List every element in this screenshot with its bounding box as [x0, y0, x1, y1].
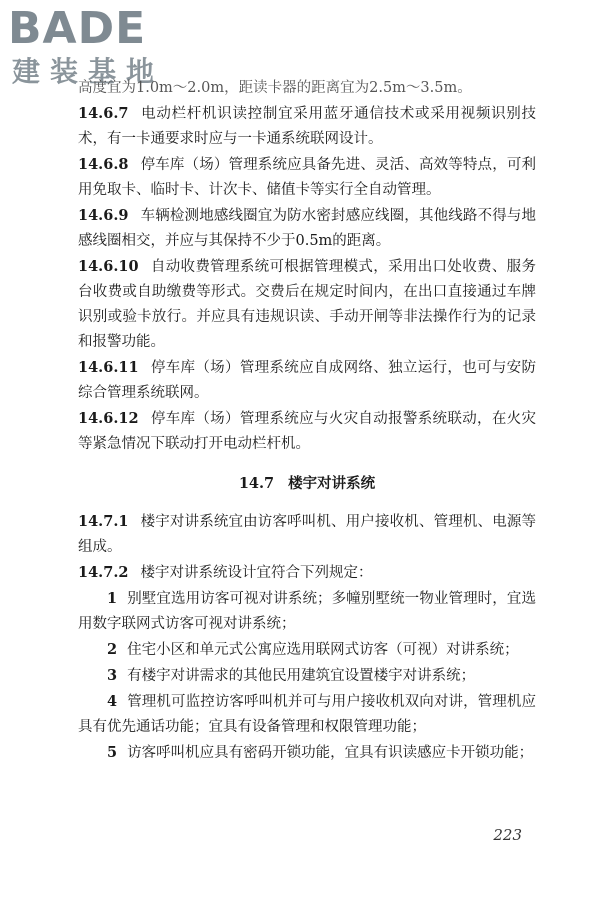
section-number: 14.7: [238, 475, 275, 492]
page-number: 223: [493, 826, 522, 844]
clause-text: 停车库（场）管理系统应自成网络、独立运行，也可与安防综合管理系统联网。: [78, 360, 536, 401]
section-title: 楼宇对讲系统: [288, 475, 376, 492]
clause-14-6-11: [78, 355, 536, 406]
watermark-brand: BADE: [8, 3, 147, 54]
list-item: [78, 586, 536, 637]
watermark-subtitle: 建装基地: [12, 55, 165, 88]
clause-14-7-1: [78, 509, 536, 560]
item-text: 住宅小区和单元式公寓应选用联网式访客（可视）对讲系统；: [127, 642, 519, 658]
item-number: 3: [107, 667, 118, 684]
clause-text: 楼宇对讲系统宜由访客呼叫机、用户接收机、管理机、电源等组成。: [78, 514, 536, 555]
clause-number: 14.6.12: [78, 410, 139, 427]
clause-list-14-7: [78, 509, 536, 586]
list-item: [78, 689, 536, 740]
item-number: 4: [107, 693, 118, 710]
clause-text: 停车库（场）管理系统应与火灾自动报警系统联动，在火灾等紧急情况下联动打开电动栏杆机。: [78, 411, 536, 452]
item-list: [78, 586, 536, 766]
clause-number: 14.6.9: [78, 207, 129, 224]
clause-14-7-2: [78, 560, 536, 586]
clause-number: 14.6.10: [78, 258, 139, 275]
clause-14-6-8: [78, 152, 536, 203]
clause-14-6-7: [78, 101, 536, 152]
item-text: 访客呼叫机应具有密码开锁功能，宜具有识读感应卡开锁功能；: [127, 745, 534, 761]
clause-text: 停车库（场）管理系统应具备先进、灵活、高效等特点，可利用免取卡、临时卡、计次卡、储值卡等实行全自动管理。: [78, 157, 536, 198]
clause-number: 14.6.7: [78, 105, 129, 122]
clause-text: 楼宇对讲系统设计宜符合下列规定：: [140, 565, 373, 581]
clause-number: 14.7.1: [78, 513, 129, 530]
clause-text: 自动收费管理系统可根据管理模式，采用出口处收费、服务台收费或自助缴费等形式。交费后在规定时间内，在出口直接通过车牌识别或验卡放行。并应具有违规识读、手动开闸等非法操作行为的记录和报警功能。: [78, 259, 536, 350]
item-text: 有楼宇对讲需求的其他民用建筑宜设置楼宇对讲系统；: [127, 668, 476, 684]
item-number: 1: [107, 590, 118, 607]
clause-list-14-6: [78, 101, 536, 457]
clause-text: 电动栏杆机识读控制宜采用蓝牙通信技术或采用视频识别技术，有一卡通要求时应与一卡通系统联网设计。: [78, 106, 536, 147]
section-heading: [78, 471, 536, 496]
clause-14-6-12: [78, 406, 536, 457]
continued-fragment: 高度宜为1.0m～2.0m，距读卡器的距离宜为2.5m～3.5m。: [78, 80, 472, 96]
clause-14-6-10: [78, 254, 536, 355]
item-number: 5: [107, 744, 118, 761]
list-item: [78, 663, 536, 689]
clause-number: 14.7.2: [78, 564, 129, 581]
clause-14-6-9: [78, 203, 536, 254]
list-item: [78, 637, 536, 663]
item-text: 别墅宜选用访客可视对讲系统；多幢别墅统一物业管理时，宜选用数字联网式访客可视对讲系统；: [78, 591, 536, 632]
page-body: [78, 76, 536, 766]
list-item: [78, 740, 536, 766]
clause-text: 车辆检测地感线圈宜为防水密封感应线圈，其他线路不得与地感线圈相交，并应与其保持不少于0.5m的距离。: [78, 208, 536, 249]
item-text: 管理机可监控访客呼叫机并可与用户接收机双向对讲，管理机应具有优先通话功能；宜具有设备管理和权限管理功能；: [78, 694, 536, 735]
clause-number: 14.6.8: [78, 156, 129, 173]
item-number: 2: [107, 641, 118, 658]
clause-number: 14.6.11: [78, 359, 139, 376]
